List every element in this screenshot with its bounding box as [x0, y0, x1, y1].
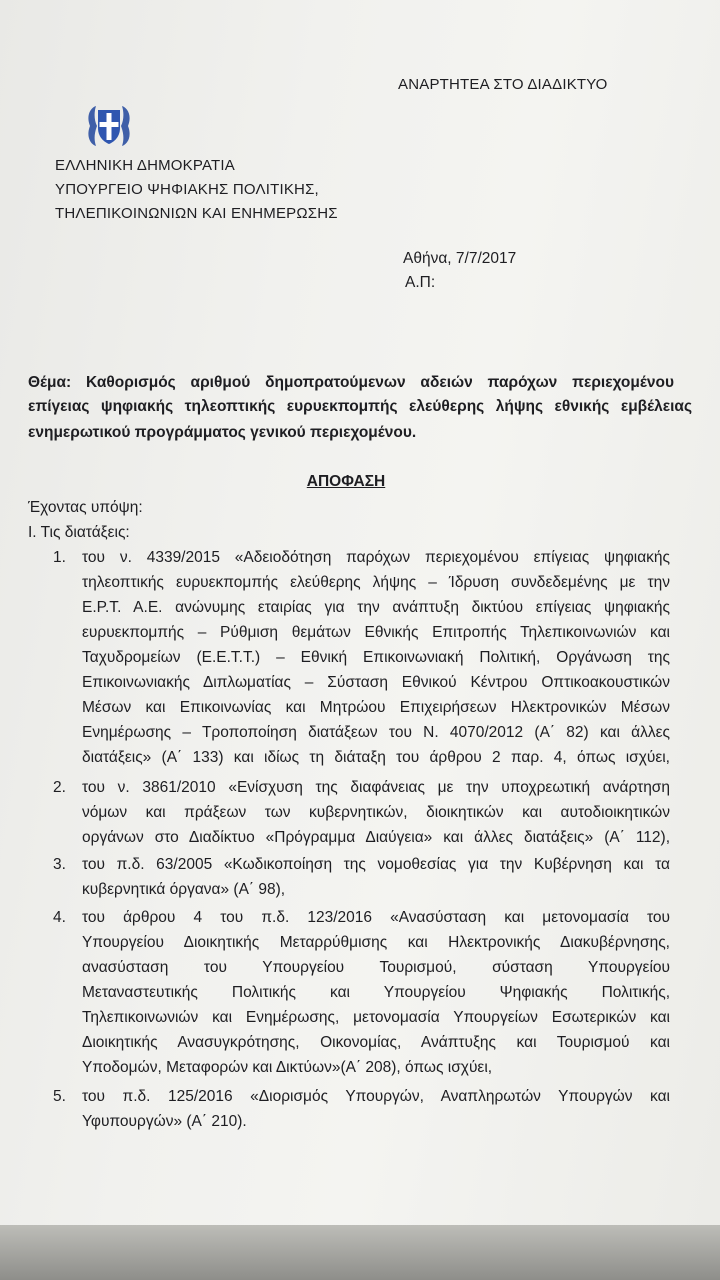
having-regard-label: Έχοντας υπόψη:	[28, 499, 143, 516]
list-item-line: Διοικητικής Ανασυγκρότησης, Οικονομίας, Ανάπτυξης και Τουρισμού και	[82, 1034, 670, 1051]
greek-coat-of-arms-icon	[84, 104, 134, 148]
list-item-number: 1.	[53, 549, 66, 566]
list-item-line: Μέσων και Επικοινωνίας και Μητρώου Επιχειρήσεων Ηλεκτρονικών Μέσων	[82, 699, 670, 716]
list-item-number: 2.	[53, 779, 66, 796]
posting-notice: ΑΝΑΡΤΗΤΕΑ ΣΤΟ ΔΙΑΔΙΚΤΥΟ	[398, 76, 608, 93]
list-item-line: Μεταναστευτικής Πολιτικής και Υπουργείου Ψηφιακής Πολιτικής,	[82, 984, 670, 1001]
list-item-line: του π.δ. 125/2016 «Διορισμός Υπουργών, Αναπληρωτών Υπουργών και	[82, 1088, 670, 1105]
list-item-line: Υπουργείου Διοικητικής Μεταρρύθμισης και Ηλεκτρονικής Διακυβέρνησης,	[82, 934, 670, 951]
list-item-line: Επικοινωνιακής Διπλωματίας – Σύσταση Εθνικού Κέντρου Οπτικοακουστικών	[82, 674, 670, 691]
page-bottom-shadow	[0, 1225, 720, 1280]
list-item-line: κυβερνητικά όργανα» (Α΄ 98),	[82, 881, 286, 898]
list-item-line: Ενημέρωσης – Τροποποίηση διατάξεων του Ν. 4070/2012 (Α΄ 82) και άλλες	[82, 724, 670, 741]
list-item-number: 5.	[53, 1088, 66, 1105]
list-item-line: διατάξεις» (Α΄ 133) και ιδίως τη διάταξη του άρθρου 2 παρ. 4, όπως ισχύει,	[82, 749, 670, 766]
list-item-line: του ν. 4339/2015 «Αδειοδότηση παρόχων περιεχομένου επίγειας ψηφιακής	[82, 549, 670, 566]
list-item-line: Τηλεπικοινωνιών και Ενημέρωσης, μετονομασία Υπουργείων Εσωτερικών και	[82, 1009, 670, 1026]
decision-title: ΑΠΟΦΑΣΗ	[306, 473, 386, 490]
list-item-line: Ε.Ρ.Τ. Α.Ε. ανώνυμης εταιρίας για την ανάπτυξη δικτύου επίγειας ψηφιακής	[82, 599, 670, 616]
subject-line: Θέμα: Καθορισμός αριθμού δημοπρατούμενων αδειών παρόχων περιεχομένου	[28, 374, 674, 391]
ministry-line-name: ΥΠΟΥΡΓΕΙΟ ΨΗΦΙΑΚΗΣ ΠΟΛΙΤΙΚΗΣ,	[55, 181, 319, 198]
list-item-line: Ταχυδρομείων (Ε.Ε.Τ.Τ.) – Εθνική Επικοινωνιακή Πολιτική, Οργάνωση της	[82, 649, 670, 666]
list-item-line: του ν. 3861/2010 «Ενίσχυση της διαφάνειας με την υποχρεωτική ανάρτηση	[82, 779, 670, 796]
list-item-line: του π.δ. 63/2005 «Κωδικοποίηση της νομοθεσίας για την Κυβέρνηση και τα	[82, 856, 670, 873]
list-item-line: Υποδομών, Μεταφορών και Δικτύων»(Α΄ 208), όπως ισχύει,	[82, 1059, 493, 1076]
list-item-line: Υφυπουργών» (Α΄ 210).	[82, 1113, 247, 1130]
list-item-number: 4.	[53, 909, 66, 926]
list-item-line: του άρθρου 4 του π.δ. 123/2016 «Ανασύσταση και μετονομασία του	[82, 909, 670, 926]
ministry-line-name-cont: ΤΗΛΕΠΙΚΟΙΝΩΝΙΩΝ ΚΑΙ ΕΝΗΜΕΡΩΣΗΣ	[55, 205, 338, 222]
ministry-line-republic: ΕΛΛΗΝΙΚΗ ΔΗΜΟΚΡΑΤΙΑ	[55, 157, 235, 174]
list-item-number: 3.	[53, 856, 66, 873]
protocol-number: Α.Π:	[405, 274, 436, 291]
list-item-line: νόμων και πράξεων των κυβερνητικών, διοικητικών και αυτοδιοικητικών	[82, 804, 670, 821]
subject-line: ενημερωτικού προγράμματος γενικού περιεχομένου.	[28, 424, 417, 441]
list-item-line: ανασύσταση του Υπουργείου Τουρισμού, σύσταση Υπουργείου	[82, 959, 670, 976]
subject-line: επίγειας ψηφιακής τηλεοπτικής ευρυεκπομπής ελεύθερης λήψης εθνικής εμβέλειας	[28, 398, 692, 415]
list-item-line: ευρυεκπομπής – Ρύθμιση θεμάτων Εθνικής Επιτροπής Τηλεπικοινωνιών και	[82, 624, 670, 641]
provisions-heading: Ι. Τις διατάξεις:	[28, 524, 130, 541]
document-date: Αθήνα, 7/7/2017	[403, 250, 517, 267]
list-item-line: οργάνων στο Διαδίκτυο «Πρόγραμμα Διαύγεια» και άλλες διατάξεις» (Α΄ 112),	[82, 829, 670, 846]
list-item-line: τηλεοπτικής ευρυεκπομπής ελεύθερης λήψης – Ίδρυση συνδεδεμένης με την	[82, 574, 670, 591]
